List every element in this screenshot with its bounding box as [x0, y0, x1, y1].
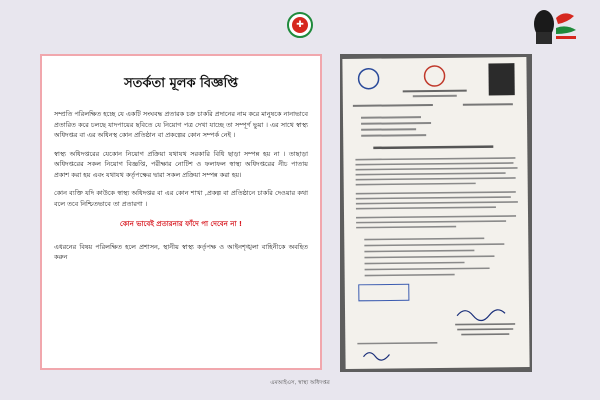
notice-closing: এধরনের বিষয় পরিলক্ষিত হলে প্রশাসন, স্থানীয় স্বাস্থ্য কর্তৃপক্ষ ও আইনশৃঙ্খলা বাহিনীকে অবহিত করুন [54, 242, 308, 261]
warning-notice-panel [40, 54, 322, 370]
notice-paragraph-3: কোন ব্যক্তি যদি কাউকে স্বাস্থ্য অধিদপ্তর বা এর কোন শাখা ,প্রকল্প বা প্রতিষ্ঠানে চাকরি দেওয়ার কথা বলে তবে নিশ্চিতভাবে তা প্রতারণা । [54, 189, 308, 208]
mujib-borsho-logo-icon [528, 4, 580, 48]
letterhead-emblem-center-icon [424, 66, 444, 86]
dghs-emblem-icon: ✚ [292, 17, 308, 33]
letterhead-portrait-icon [488, 63, 514, 95]
rubber-stamp-icon [359, 284, 409, 301]
letter-illustration [342, 57, 529, 369]
letterhead-emblem-left-icon [358, 69, 378, 89]
notice-paragraph-1: সম্প্রতি পরিলক্ষিত হচ্ছে যে একটি সংঘবদ্ধ প্রতারক চক্র চাকরি প্রদানের নাম করে মানুষকে নানাভাবে প্রতারিত করে চলছে যাদপায়ের ছবিতে যে নিয়োগ পত্র দেখা যাচ্ছে তা সম্পূর্ণ ভুয়া । এর সাথে স্বাস্থ্য অধিদপ্তর বা এর অধিনস্থ কোন প্রতিষ্ঠান বা প্রকল্পের কোন সম্পর্ক নেই । [54, 110, 308, 139]
notice-paragraph-2: স্বাস্থ্য অধিদপ্তরের যেকোন নিয়োগ প্রক্রিয়া যথাযথ সরকারি বিধি ছাড়া সম্পন্ন হয় না । তাছাড়া অধিদপ্তরের সকল নিয়োগ বিজ্ঞপ্তি, পরীক্ষার নোটিশ ও ফলাফল স্বাস্থ্য অধিদপ্তরের নীচ পাতায় প্রকাশ করা হয় এবং যথাযথ কর্তৃপক্ষের দ্বারা সকল প্রক্রিয়া সম্পন্ন করা হয়। [54, 149, 308, 179]
fake-letter-photo [340, 54, 532, 372]
footer-credit: এমআইএস, স্বাস্থ্য অধিদপ্তর [270, 380, 330, 386]
warning-line: কোন ভাবেই প্রতারনার ফাঁদে পা দেবেন না ! [119, 220, 243, 228]
signature-icon [457, 310, 505, 321]
notice-title: সতর্কতা মূলক বিজ্ঞপ্তি [124, 76, 238, 91]
bottom-signature-icon [363, 352, 389, 360]
center-logo [287, 12, 313, 38]
letter-paper [342, 57, 529, 369]
